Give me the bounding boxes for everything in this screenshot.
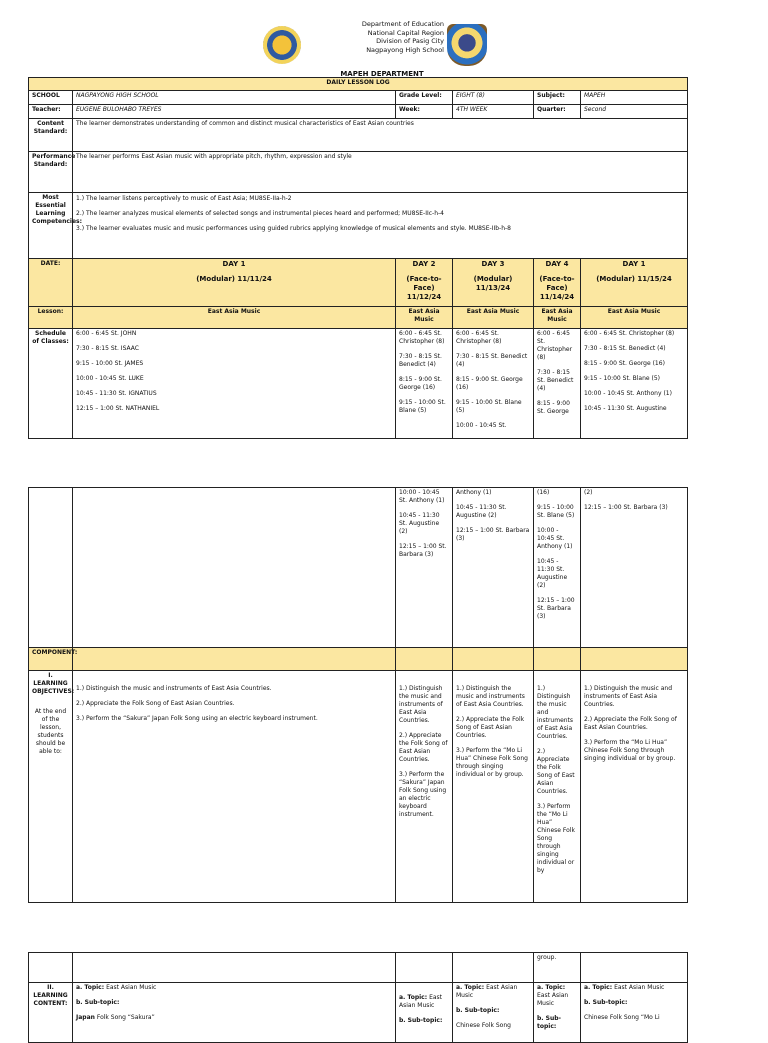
schedule-entry: 10:45 - 11:30 St. Augustine (584, 405, 667, 412)
lesson-log-table-p2 (28, 487, 688, 903)
schedule-entry: 8:15 - 9:00 St. George (16) (584, 360, 665, 367)
content-col4 (534, 983, 581, 1043)
schedule-entry: 10:00 - 10:45 St. Anthony (1) (537, 527, 573, 550)
schedule-col5 (581, 329, 688, 439)
quarter-value: Second (581, 105, 688, 119)
objective-item: 2.) Appreciate the Folk Song of East Asian Countries. (456, 716, 525, 739)
schedule-entry: 9:15 - 10:00 St. Blane (5) (584, 375, 660, 382)
content-col3 (453, 983, 534, 1043)
schedule-entry: (2) (584, 489, 593, 496)
teacher-label: Teacher: (29, 105, 73, 119)
schedule-entry: 7:30 - 8:15 St. Benedict (4) (537, 369, 574, 392)
objective-item: 1.) Distinguish the music and instruments of East Asia Countries. (537, 685, 574, 740)
topic-label: a. Topic: (584, 984, 613, 991)
schedule-entry: 7:30 - 8:15 St. Benedict (4) (399, 353, 442, 368)
carry-over-col4: group. (534, 953, 581, 983)
blank-cell (29, 488, 73, 648)
objective-item: 3.) Perform the “Mo Li Hua” Chinese Folk Song through singing individual or by group. (584, 739, 676, 762)
day-subtitle: (Modular) 11/13/24 (473, 275, 513, 292)
objectives-label (29, 671, 73, 903)
deped-seal-icon (263, 26, 301, 64)
objective-item: 2.) Appreciate the Folk Song of East Asian Countries. (399, 732, 448, 763)
teacher-value: EUGENE BULOHABO TREYES (73, 105, 396, 119)
objective-item: 3.) Perform the “Mo Li Hua” Chinese Folk Song through singing individual or by group. (456, 747, 528, 778)
grade-value: EIGHT (8) (453, 91, 534, 105)
subtopic-value: Folk Song “Sakura” (96, 1014, 155, 1021)
component-cell (581, 648, 688, 671)
blank-cell (453, 953, 534, 983)
topic-label: a. Topic: (399, 994, 428, 1001)
schedule-entry: 9:15 - 10:00 St. JAMES (76, 360, 144, 367)
schedule-col2 (396, 329, 453, 439)
log-title: DAILY LESSON LOG (29, 78, 688, 91)
lesson-col5: East Asia Music (581, 307, 688, 329)
topic-value: East Asian Music (399, 994, 443, 1009)
objectives-col4 (534, 671, 581, 903)
schedule-cont-col4 (534, 488, 581, 648)
schedule-entry: 9:15 - 10:00 St. Blane (5) (456, 399, 522, 414)
schedule-entry: 12:15 – 1:00 St. Barbara (3) (584, 504, 668, 511)
subtopic-label: b. Sub-topic: (456, 1007, 500, 1014)
melc-list (73, 193, 688, 259)
schedule-entry: 10:00 - 10:45 St. Anthony (1) (584, 390, 672, 397)
melc-label: Most Essential Learning Competencies: (29, 193, 73, 259)
objectives-heading: I. LEARNING OBJECTIVES: (32, 672, 75, 695)
content-col2 (396, 983, 453, 1043)
region-name: National Capital Region (367, 28, 444, 37)
date-day2 (396, 259, 453, 307)
topic-value: East Asian Music (614, 984, 665, 991)
date-day3 (453, 259, 534, 307)
schedule-entry: 10:45 - 11:30 St. Augustine (2) (399, 512, 440, 535)
schedule-entry: 6:00 - 6:45 St. Christopher (8) (537, 330, 573, 361)
lesson-col1: East Asia Music (73, 307, 396, 329)
melc-item: 3.) The learner evaluates music and music performances using guided rubrics applying knowledge of musical elements and style. MU8SE-IIb-h-8 (76, 225, 511, 232)
topic-label: a. Topic: (537, 984, 566, 991)
objectives-col2 (396, 671, 453, 903)
objective-item: 3.) Perform the “Sakura” Japan Folk Song using an electric keyboard instrument. (76, 715, 318, 722)
school-name: Nagpayong High School (366, 45, 444, 54)
division-name: Division of Pasig City (376, 37, 444, 46)
schedule-entry: 10:45 - 11:30 St. Augustine (2) (537, 558, 568, 589)
topic-value: East Asian Music (537, 992, 569, 1007)
schedule-entry: 9:15 - 10:00 St. Blane (5) (537, 504, 575, 519)
performance-standard-label: Performance Standard: (29, 152, 73, 193)
day-title: DAY 4 (545, 260, 569, 268)
week-label: Week: (396, 105, 453, 119)
schedule-entry: 8:15 - 9:00 St. George (16) (456, 376, 523, 391)
component-cell (453, 648, 534, 671)
day-title: DAY 1 (222, 260, 246, 268)
schedule-entry: 7:30 - 8:15 St. Benedict (4) (584, 345, 666, 352)
melc-item: 2.) The learner analyzes musical elements of selected songs and instrumental pieces heard and performed; MU8SE-IIc-h-4 (76, 210, 444, 217)
content-standard-text: The learner demonstrates understanding of common and distinct musical characteristics of East Asian countries (73, 119, 688, 152)
blank-cell (396, 953, 453, 983)
schedule-col3 (453, 329, 534, 439)
performance-standard-text: The learner performs East Asian music with appropriate pitch, rhythm, expression and style (73, 152, 688, 193)
school-value: NAGPAYONG HIGH SCHOOL (73, 91, 396, 105)
schedule-col4 (534, 329, 581, 439)
schedule-entry: 6:00 - 6:45 St. JOHN (76, 330, 137, 337)
schedule-entry: 10:00 - 10:45 St. LUKE (76, 375, 144, 382)
schedule-label: Schedule of Classes: (29, 329, 73, 439)
objective-item: 3.) Perform the “Mo Li Hua” Chinese Folk Song through singing individual or by (537, 803, 575, 874)
subtopic-label: b. Sub-topic: (399, 1017, 443, 1024)
schedule-entry: 10:45 - 11:30 St. IGNATIUS (76, 390, 157, 397)
schedule-entry: 8:15 - 9:00 St. George (537, 400, 570, 415)
objective-item: 3.) Perform the “Sakura” Japan Folk Song using an electric keyboard instrument. (399, 771, 447, 818)
topic-label: a. Topic: (456, 984, 485, 991)
schedule-entry: (16) (537, 489, 550, 496)
schedule-entry: 10:00 - 10:45 St. Anthony (1) (399, 489, 445, 504)
subtopic-label: b. Sub-topic: (76, 999, 120, 1006)
schedule-entry: 12:15 – 1:00 St. Barbara (3) (399, 543, 447, 558)
objective-item: 1.) Distinguish the music and instruments of East Asia Countries. (76, 685, 272, 692)
schedule-entry: 10:45 - 11:30 St. Augustine (2) (456, 504, 507, 519)
schedule-entry: 7:30 - 8:15 St. ISAAC (76, 345, 139, 352)
day-subtitle: (Face-to-Face) 11/12/24 (406, 275, 442, 301)
objective-item: 1.) Distinguish the music and instruments of East Asia Countries. (399, 685, 443, 724)
schedule-entry: 10:00 - 10:45 St. (456, 422, 507, 429)
department-name: Department of Education (361, 20, 444, 28)
page-2 (0, 452, 768, 950)
schedule-entry: 12:15 – 1:00 St. Barbara (3) (456, 527, 530, 542)
letterhead (0, 14, 768, 78)
school-label: SCHOOL (29, 91, 73, 105)
subtopic-value: Chinese Folk Song “Mo Li (584, 1014, 660, 1021)
subtopic-country: Japan (76, 1014, 95, 1021)
schedule-cont-col5 (581, 488, 688, 648)
topic-value: East Asian Music (106, 984, 157, 991)
schedule-entry: 6:00 - 6:45 St. Christopher (8) (584, 330, 675, 337)
lesson-col3: East Asia Music (453, 307, 534, 329)
content-col1 (73, 983, 396, 1043)
lesson-col2: East Asia Music (396, 307, 453, 329)
schedule-entry: 6:00 - 6:45 St. Christopher (8) (456, 330, 502, 345)
objective-item: 2.) Appreciate the Folk Song of East Asian Countries. (76, 700, 235, 707)
schedule-entry: 8:15 - 9:00 St. George (16) (399, 376, 442, 391)
day-subtitle: (Modular) 11/15/24 (596, 275, 672, 283)
letterhead-text (304, 20, 444, 54)
schedule-cont-col2 (396, 488, 453, 648)
objectives-col3 (453, 671, 534, 903)
day-subtitle: (Modular) 11/11/24 (196, 275, 272, 283)
objective-item: 1.) Distinguish the music and instruments of East Asia Countries. (584, 685, 673, 708)
blank-cell (581, 953, 688, 983)
week-value: 4TH WEEK (453, 105, 534, 119)
objective-item: 2.) Appreciate the Folk Song of East Asian Countries. (537, 748, 575, 795)
day-title: DAY 1 (622, 260, 646, 268)
schedule-cont-col3 (453, 488, 534, 648)
schedule-entry: 6:00 - 6:45 St. Christopher (8) (399, 330, 445, 345)
objectives-note: At the end of the lesson, students should be able to: (34, 708, 67, 755)
mapeh-department: MAPEH DEPARTMENT (340, 70, 424, 78)
subtopic-value: Chinese Folk Song (456, 1022, 511, 1029)
date-day5 (581, 259, 688, 307)
subtopic-label: b. Sub-topic: (537, 1015, 562, 1030)
objective-item: 1.) Distinguish the music and instruments of East Asia Countries. (456, 685, 525, 708)
date-day1 (73, 259, 396, 307)
lesson-log-table-p3 (28, 952, 688, 1043)
lesson-log-table-p1 (28, 77, 688, 439)
objective-item: 2.) Appreciate the Folk Song of East Asian Countries. (584, 716, 677, 731)
lesson-label: Lesson: (29, 307, 73, 329)
day-title: DAY 3 (481, 260, 505, 268)
content-standard-label: Content Standard: (29, 119, 73, 152)
blank-cell (73, 953, 396, 983)
blank-cell (29, 953, 73, 983)
topic-value: East Asian Music (456, 984, 518, 999)
date-day4 (534, 259, 581, 307)
schedule-col1 (73, 329, 396, 439)
date-label: DATE: (29, 259, 73, 307)
topic-label: a. Topic: (76, 984, 105, 991)
component-cell (534, 648, 581, 671)
grade-label: Grade Level: (396, 91, 453, 105)
component-cell (396, 648, 453, 671)
schedule-entry: 7:30 - 8:15 St. Benedict (4) (456, 353, 528, 368)
objectives-col5 (581, 671, 688, 903)
schedule-entry: Anthony (1) (456, 489, 492, 496)
page-1 (0, 0, 768, 452)
blank-cell (73, 488, 396, 648)
page-3 (0, 950, 768, 1030)
subject-value: MAPEH (581, 91, 688, 105)
learning-content-label: II. LEARNING CONTENT: (29, 983, 73, 1043)
content-col5 (581, 983, 688, 1043)
schedule-entry: 12:15 – 1:00 St. Barbara (3) (537, 597, 575, 620)
melc-item: 1.) The learner listens perceptively to music of East Asia; MU8SE-IIa-h-2 (76, 195, 292, 202)
subject-label: Subject: (534, 91, 581, 105)
school-seal-icon (447, 24, 487, 66)
component-cell (73, 648, 396, 671)
schedule-entry: 9:15 - 10:00 St. Blane (5) (399, 399, 446, 414)
subtopic-label: b. Sub-topic: (584, 999, 628, 1006)
lesson-col4: East Asia Music (534, 307, 581, 329)
quarter-label: Quarter: (534, 105, 581, 119)
schedule-entry: 12:15 – 1:00 St. NATHANIEL (76, 405, 160, 412)
day-subtitle: (Face-to-Face) 11/14/24 (539, 275, 575, 301)
component-label: COMPONENT: (29, 648, 73, 671)
objectives-col1 (73, 671, 396, 903)
day-title: DAY 2 (412, 260, 436, 268)
